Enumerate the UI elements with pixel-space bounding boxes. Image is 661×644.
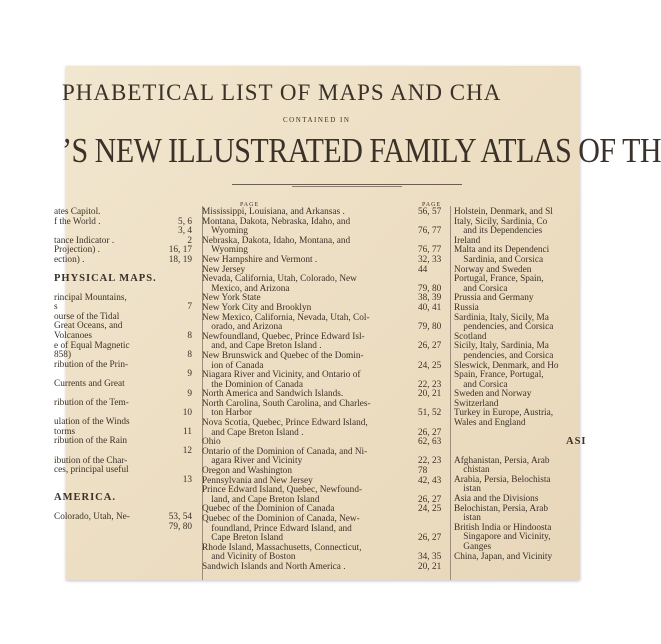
- entry-name: Cape Breton Island: [202, 533, 284, 544]
- entry-name: New Brunswick and Quebec of the Domin-: [202, 350, 364, 361]
- entry-name: ates Capitol.: [54, 207, 101, 217]
- index-entry: [54, 254, 192, 266]
- entry-name: ribution of the Rain: [54, 436, 128, 447]
- entry-page: 53, 54: [168, 512, 192, 523]
- entry-page: 79, 80: [418, 283, 442, 294]
- section-heading: AMERICA.: [54, 492, 116, 504]
- entry-name: pendencies, and Corsica: [454, 350, 554, 361]
- entry-page: 13: [182, 474, 192, 485]
- entry-name: Scotland: [454, 331, 487, 342]
- entry-page: 26, 27: [418, 494, 442, 505]
- entry-name: istan: [454, 484, 481, 495]
- section-heading: PHYSICAL MAPS.: [54, 272, 157, 284]
- index-column-a: [54, 207, 192, 533]
- entry-name: and, and Cape Breton Island .: [202, 341, 322, 352]
- entry-name: and Cape Breton Island .: [202, 427, 304, 438]
- index-column-c: [454, 208, 614, 562]
- entry-name: pendencies, and Corsica: [454, 322, 554, 333]
- entry-page: 20, 21: [418, 389, 442, 400]
- entry-page: 40, 41: [418, 302, 442, 313]
- page-label-b: PAGE: [240, 202, 260, 208]
- entry-page: 22, 23: [418, 379, 442, 390]
- entry-name: Arabia, Persia, Belochista: [454, 474, 551, 485]
- entry-name: Ganges: [454, 542, 492, 552]
- entry-name: New Mexico, California, Nevada, Utah, Col-: [202, 312, 370, 323]
- entry-name: Malta and its Dependenci: [454, 245, 550, 256]
- index-entry: [54, 399, 182, 409]
- entry-name: Mississippi, Louisiana, and Arkansas .: [202, 207, 345, 217]
- entry-name: and Corsica: [454, 283, 508, 294]
- entry-name: Wyoming: [202, 226, 248, 237]
- entry-name: Quebec of the Dominion of Canada, New-: [202, 514, 360, 524]
- index-entry: [54, 474, 192, 486]
- entry-name: Colorado, Utah, Ne-: [54, 512, 130, 523]
- entry-name: Volcanoes: [54, 330, 93, 341]
- entry-name: Sardinia, Italy, Sicily, Ma: [454, 312, 549, 323]
- entry-name: e of Equal Magnetic: [54, 340, 130, 351]
- entry-name: the Dominion of Canada: [202, 379, 303, 390]
- entry-page: 20, 21: [418, 561, 442, 572]
- entry-name: New York State: [202, 293, 261, 304]
- entry-page: 26, 27: [418, 341, 442, 352]
- entry-name: Ireland: [454, 235, 481, 246]
- entry-name: Ohio: [202, 437, 221, 448]
- entry-name: Currents and Great: [54, 378, 125, 389]
- entry-page: 51, 52: [418, 408, 442, 419]
- entry-page: 9: [187, 369, 192, 380]
- title-rule: [232, 184, 462, 185]
- entry-name: Rhode Island, Massachusetts, Connecticut,: [202, 542, 362, 553]
- entry-page: 24, 25: [418, 504, 442, 515]
- entry-name: New York City and Brooklyn: [202, 302, 312, 313]
- entry-page: 26, 27: [418, 427, 442, 438]
- entry-page: 12: [182, 446, 192, 457]
- index-entry: [54, 512, 192, 523]
- entry-page: 5, 6: [178, 216, 192, 227]
- entry-page: 26, 27: [418, 533, 442, 544]
- entry-name: ribution of the Prin-: [54, 359, 129, 370]
- entry-name: Prussia and Germany: [454, 293, 534, 304]
- entry-name: Nevada, California, Utah, Colorado, New: [202, 274, 357, 285]
- entry-page: 2: [187, 235, 192, 246]
- entry-name: and Vicinity of Boston: [202, 552, 296, 563]
- index-entry: [54, 361, 182, 371]
- entry-page: 76, 77: [418, 245, 442, 256]
- entry-page: 32, 33: [418, 254, 442, 265]
- entry-name: Turkey in Europe, Austria,: [454, 408, 554, 419]
- entry-name: and Corsica: [454, 379, 508, 390]
- entry-page: 16, 17: [168, 245, 192, 256]
- entry-name: orado, and Arizona: [202, 322, 283, 333]
- entry-name: Wales and England: [454, 418, 526, 429]
- entry-name: Mexico, and Arizona: [202, 283, 290, 294]
- entry-page: 9: [187, 388, 192, 399]
- entry-name: Spain, France, Portugal,: [454, 370, 544, 381]
- entry-name: Oregon and Washington: [202, 466, 292, 477]
- entry-name: Nebraska, Dakota, Idaho, Montana, and: [202, 235, 351, 246]
- entry-name: tance Indicator .: [54, 235, 115, 246]
- entry-page: 10: [182, 407, 192, 418]
- entry-page: 24, 25: [418, 360, 442, 371]
- entry-name: foundland, Prince Edward Island, and: [202, 523, 352, 534]
- entry-name: Portugal, France, Spain,: [454, 274, 544, 285]
- atlas-title: ’S NEW ILLUSTRATED FAMILY ATLAS OF TH: [62, 132, 661, 170]
- page-label-c: PAGE: [422, 202, 442, 208]
- index-entry: [202, 427, 442, 439]
- entry-name: f the World .: [54, 216, 101, 227]
- entry-name: North Carolina, South Carolina, and Charles-: [202, 398, 371, 409]
- index-entry: [454, 553, 614, 563]
- entry-name: China, Japan, and Vicinity: [454, 551, 553, 562]
- index-entry: [202, 561, 442, 573]
- entry-name: Belochistan, Persia, Arab: [454, 503, 548, 514]
- entry-page: 11: [183, 426, 192, 437]
- entry-page: 3, 4: [178, 226, 192, 237]
- entry-name: s: [54, 302, 58, 313]
- entry-name: Asia and the Divisions: [454, 494, 539, 505]
- entry-name: ection) .: [54, 254, 85, 265]
- entry-page: 8: [187, 330, 192, 341]
- entry-name: ion of Canada: [202, 360, 264, 371]
- entry-name: Sandwich Islands and North America .: [202, 561, 346, 572]
- entry-page: 8: [187, 350, 192, 361]
- entry-page: 79, 80: [168, 522, 192, 533]
- entry-name: British India or Hindoosta: [454, 522, 552, 533]
- entry-name: Nova Scotia, Quebec, Prince Edward Island,: [202, 418, 368, 429]
- entry-name: 858): [54, 350, 72, 361]
- entry-name: ibution of the Char-: [54, 455, 128, 466]
- entry-name: North America and Sandwich Islands.: [202, 389, 344, 400]
- index-column-b: [202, 207, 442, 573]
- entry-name: ton Harbor: [202, 408, 252, 419]
- index-entry: [54, 380, 182, 390]
- entry-page: 79, 80: [418, 322, 442, 333]
- section-heading: ASI: [566, 435, 587, 447]
- list-title: PHABETICAL LIST OF MAPS AND CHA: [62, 80, 502, 105]
- entry-name: Sleswick, Denmark, and Ho: [454, 360, 559, 371]
- entry-name: Sicily, Italy, Sardinia, Ma: [454, 341, 549, 352]
- index-entry: [54, 466, 182, 476]
- contained-in-label: CONTAINED IN: [283, 116, 351, 124]
- entry-name: Ontario of the Dominion of Canada, and Ni-: [202, 446, 368, 457]
- index-entry: [54, 522, 192, 533]
- index-entry: [54, 294, 182, 304]
- atlas-page-photo: [54, 66, 661, 580]
- entry-name: rincipal Mountains,: [54, 292, 127, 303]
- entry-page: 18, 19: [168, 254, 192, 265]
- entry-page: 76, 77: [418, 226, 442, 237]
- index-entry: [54, 342, 182, 352]
- entry-name: Sweden and Norway: [454, 389, 532, 400]
- entry-name: Projection) .: [54, 245, 100, 256]
- entry-name: ulation of the Winds: [54, 417, 130, 428]
- entry-name: New Hampshire and Vermont .: [202, 254, 318, 265]
- entry-page: 78: [418, 466, 428, 477]
- column-divider-2: [450, 206, 451, 580]
- entry-page: 22, 23: [418, 456, 442, 467]
- entry-name: Italy, Sicily, Sardinia, Co: [454, 216, 548, 227]
- entry-name: Niagara River and Vicinity, and Ontario of: [202, 370, 361, 381]
- title-rule-inner: [292, 186, 402, 187]
- entry-name: Wyoming: [202, 245, 248, 256]
- entry-name: Montana, Dakota, Nebraska, Idaho, and: [202, 216, 351, 227]
- entry-name: Pennsylvania and New Jersey: [202, 475, 313, 486]
- index-entry: [54, 437, 182, 447]
- entry-name: chistan: [454, 465, 490, 476]
- entry-name: New Jersey: [202, 264, 246, 275]
- entry-name: ribution of the Tem-: [54, 398, 129, 409]
- entry-page: 38, 39: [418, 293, 442, 304]
- entry-name: land, and Cape Breton Island: [202, 494, 320, 505]
- entry-name: Switzerland: [454, 398, 499, 409]
- entry-name: Russia: [454, 302, 479, 313]
- entry-name: ourse of the Tidal: [54, 311, 120, 322]
- index-entry: [54, 216, 192, 228]
- entry-name: Great Oceans, and: [54, 321, 123, 332]
- entry-page: 56, 57: [418, 207, 442, 217]
- entry-name: Holstein, Denmark, and Sl: [454, 207, 553, 217]
- entry-page: 42, 43: [418, 475, 442, 486]
- entry-page: 7: [187, 302, 192, 313]
- entry-name: ces, principal useful: [54, 465, 129, 476]
- entry-name: and its Dependencies: [454, 226, 543, 237]
- entry-name: Norway and Sweden: [454, 264, 532, 275]
- entry-name: istan: [454, 513, 481, 524]
- entry-page: 34, 35: [418, 552, 442, 563]
- entry-name: agara River and Vicinity: [202, 456, 303, 467]
- entry-name: Sardinia, and Corsica: [454, 254, 544, 265]
- index-entry: [454, 419, 614, 429]
- entry-name: Newfoundland, Quebec, Prince Edward Isl-: [202, 331, 365, 342]
- entry-name: Singapore and Vicinity,: [454, 532, 551, 543]
- entry-name: torms: [54, 426, 76, 437]
- entry-page: 62, 63: [418, 437, 442, 448]
- entry-name: Quebec of the Dominion of Canada: [202, 504, 335, 515]
- entry-name: Afghanistan, Persia, Arab: [454, 455, 550, 466]
- entry-page: 44: [418, 264, 428, 275]
- entry-name: Prince Edward Island, Quebec, Newfound-: [202, 485, 363, 496]
